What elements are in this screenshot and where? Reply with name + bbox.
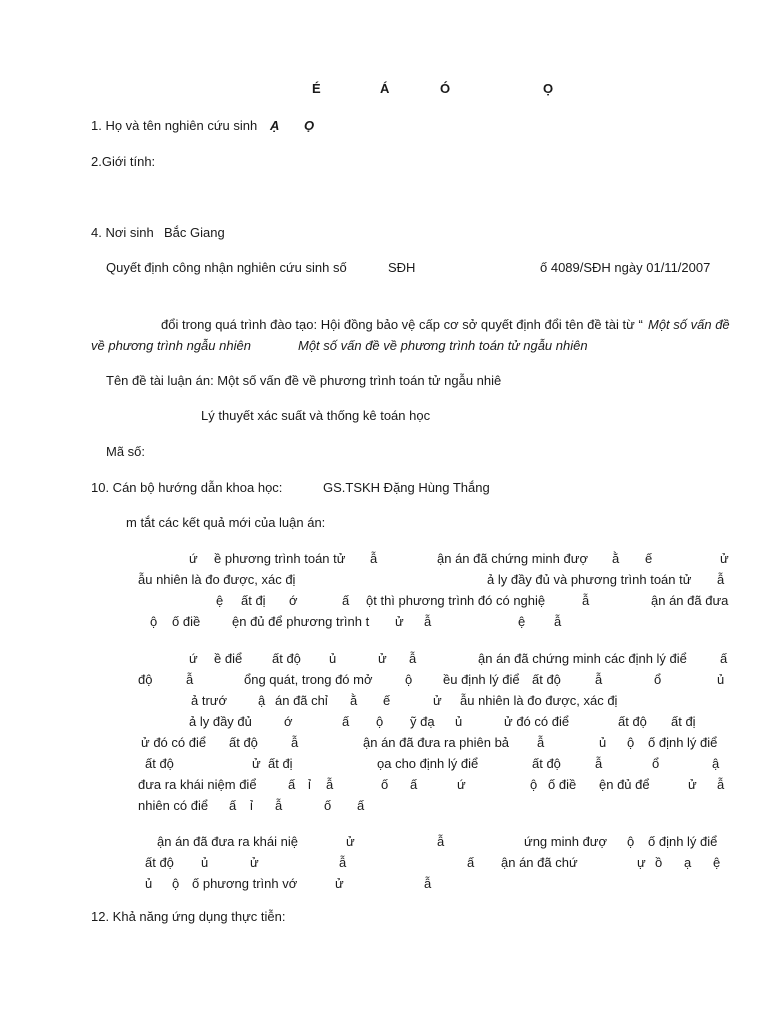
thesis-title: Tên đề tài luận án: Một số vấn đề về phương trình toán tử ngẫu nhiê: [106, 373, 502, 388]
item11-label: m tắt các kết quả mới của luận án:: [126, 515, 326, 530]
text-fragment: ử đó có điể: [141, 735, 207, 750]
text-fragment: ổ: [652, 756, 660, 771]
text-fragment: độ: [138, 672, 153, 687]
text-fragment: ố điề: [548, 777, 577, 792]
text-fragment: ẫ: [537, 735, 545, 750]
text-fragment: ận án đã chứng minh đượ: [437, 551, 588, 566]
text-fragment: ự: [637, 855, 646, 870]
text-fragment: ất độ: [229, 735, 258, 750]
text-fragment: ộ: [172, 876, 180, 891]
text-fragment: ố phương trình vớ: [192, 876, 298, 891]
text-fragment: ộ: [627, 735, 635, 750]
text-fragment: ử: [433, 693, 442, 708]
text-fragment: ấ: [342, 714, 350, 729]
text-fragment: ận án đã chứ: [501, 855, 578, 870]
text-fragment: ện đủ để: [599, 777, 650, 792]
text-fragment: ủ: [201, 855, 209, 870]
text-fragment: nhiên có điể: [138, 798, 209, 813]
text-fragment: ố: [381, 777, 389, 792]
text-fragment: ẫ: [582, 593, 590, 608]
text-fragment: ử: [250, 855, 259, 870]
text-fragment: ẫ: [437, 834, 445, 849]
text-fragment: ỹ đạ: [410, 714, 435, 729]
title-fragment: Ó: [440, 81, 451, 96]
text-fragment: ẫu nhiên là đo được, xác đị: [138, 572, 296, 587]
text-fragment: ồ: [655, 855, 663, 870]
text-fragment: ẫ: [717, 572, 725, 587]
title-change-new-title: Một số vấn đề về phương trình toán tử ngẫu nhiên: [298, 338, 588, 353]
text-fragment: ủ: [145, 876, 153, 891]
text-fragment: ủ: [599, 735, 607, 750]
text-fragment: ổng quát, trong đó mở: [244, 672, 373, 687]
text-fragment: ớ: [284, 714, 293, 729]
text-fragment: ất đị: [671, 714, 696, 729]
text-fragment: ổ: [654, 672, 662, 687]
text-fragment: ủ: [455, 714, 463, 729]
text-fragment: ẫ: [326, 777, 334, 792]
decision-text: Quyết định công nhận nghiên cứu sinh số: [106, 260, 347, 275]
text-fragment: ấ: [288, 777, 296, 792]
item1-label: 1. Họ và tên nghiên cứu sinh: [91, 118, 258, 133]
text-fragment: ệ: [216, 593, 224, 608]
text-fragment: ử: [688, 777, 697, 792]
text-fragment: ất độ: [145, 756, 174, 771]
text-fragment: ố: [324, 798, 332, 813]
text-fragment: ất độ: [532, 756, 561, 771]
text-fragment: ẫ: [717, 777, 725, 792]
text-fragment: đưa ra khái niệm điể: [138, 777, 257, 792]
text-fragment: ẫu nhiên là đo được, xác đị: [460, 693, 618, 708]
text-fragment: ều định lý điể: [443, 672, 520, 687]
text-fragment: ất độ: [145, 855, 174, 870]
text-fragment: ẫ: [370, 551, 378, 566]
title-change-old-title: Một số vấn đề: [648, 317, 730, 332]
text-fragment: ộ: [405, 672, 413, 687]
text-fragment: ố điề: [172, 614, 201, 629]
text-fragment: ậ: [258, 693, 266, 708]
text-fragment: ẫ: [409, 651, 417, 666]
text-fragment: ử: [395, 614, 404, 629]
decision-org: SĐH: [388, 260, 416, 275]
text-fragment: ẫ: [339, 855, 347, 870]
text-fragment: ệ: [713, 855, 721, 870]
text-fragment: ấ: [720, 651, 728, 666]
text-fragment: ẫ: [291, 735, 299, 750]
text-fragment: ế: [645, 551, 653, 566]
title-change-line1: đổi trong quá trình đào tạo: Hội đồng bảo vệ cấp cơ sở quyết định đổi tên đề tài từ “: [161, 317, 643, 332]
text-fragment: ận án đã đưa ra phiên bả: [363, 735, 510, 750]
title-fragment: É: [312, 81, 321, 96]
text-fragment: ứng minh đượ: [524, 834, 608, 849]
text-fragment: ả ly đầy đủ: [189, 714, 252, 729]
text-fragment: ứ: [189, 551, 198, 566]
item10-label: 10. Cán bộ hướng dẫn khoa học:: [91, 480, 283, 495]
text-fragment: án đã chỉ: [275, 693, 328, 708]
text-fragment: ẫ: [595, 672, 603, 687]
title-change-old-title-cont: về phương trình ngẫu nhiên: [91, 338, 251, 353]
text-fragment: ỉ: [308, 777, 311, 792]
code-label: Mã số:: [106, 444, 146, 459]
text-fragment: ấ: [467, 855, 475, 870]
text-fragment: ộ: [530, 777, 538, 792]
text-fragment: ận án đã chứng minh các định lý điể: [478, 651, 687, 666]
text-fragment: ề phương trình toán tử: [214, 551, 346, 566]
text-fragment: ằ: [612, 551, 620, 566]
item4-label: 4. Nơi sinh: [91, 225, 154, 240]
text-fragment: ện đủ để phương trình t: [232, 614, 370, 629]
text-fragment: ớ: [289, 593, 298, 608]
text-fragment: ử đó có điể: [504, 714, 570, 729]
supervisor-value: GS.TSKH Đặng Hùng Thắng: [323, 480, 490, 495]
text-fragment: ệ: [518, 614, 526, 629]
text-fragment: ạ: [684, 855, 692, 870]
text-fragment: ả ly đầy đủ và phương trình toán tử: [487, 572, 692, 587]
text-fragment: ấ: [410, 777, 418, 792]
text-fragment: ộ: [627, 834, 635, 849]
text-fragment: ủ: [329, 651, 337, 666]
text-fragment: ất độ: [532, 672, 561, 687]
text-fragment: ất đị: [268, 756, 293, 771]
birthplace-value: Bắc Giang: [164, 225, 225, 240]
item1-name-fragment: Ọ: [304, 118, 315, 133]
text-fragment: ử: [252, 756, 261, 771]
text-fragment: ất độ: [618, 714, 647, 729]
text-fragment: ử: [720, 551, 729, 566]
text-fragment: ột thì phương trình đó có nghiệ: [366, 593, 546, 608]
text-fragment: ậ: [712, 756, 720, 771]
text-fragment: ấ: [342, 593, 350, 608]
text-fragment: ề điể: [214, 651, 243, 666]
text-fragment: ố định lý điể: [648, 735, 718, 750]
title-fragment: Ọ: [543, 81, 554, 96]
text-fragment: ẫ: [554, 614, 562, 629]
text-fragment: ứ: [457, 777, 466, 792]
text-fragment: ử: [346, 834, 355, 849]
text-fragment: ố định lý điể: [648, 834, 718, 849]
text-fragment: ủ: [717, 672, 725, 687]
text-fragment: ẫ: [424, 876, 432, 891]
text-fragment: ọa cho định lý điể: [377, 756, 479, 771]
decision-number: ố 4089/SĐH ngày 01/11/2007: [540, 260, 711, 275]
text-fragment: ứ: [189, 651, 198, 666]
text-fragment: ấ: [229, 798, 237, 813]
text-fragment: ử: [378, 651, 387, 666]
text-fragment: ằ: [350, 693, 358, 708]
text-fragment: ẫ: [424, 614, 432, 629]
text-fragment: ấ: [357, 798, 365, 813]
text-fragment: ận án đã đưa ra khái niệ: [157, 834, 298, 849]
text-fragment: ất độ: [272, 651, 301, 666]
text-fragment: ỉ: [250, 798, 253, 813]
text-fragment: ẫ: [595, 756, 603, 771]
text-fragment: ất đị: [241, 593, 266, 608]
text-fragment: ả trướ: [191, 693, 228, 708]
text-fragment: ộ: [376, 714, 384, 729]
text-fragment: ộ: [150, 614, 158, 629]
item1-name-fragment: Ạ: [270, 118, 280, 133]
item12-label: 12. Khả năng ứng dụng thực tiễn:: [91, 909, 286, 924]
text-fragment: ử: [335, 876, 344, 891]
specialty: Lý thuyết xác suất và thống kê toán học: [201, 408, 431, 423]
item2-label: 2.Giới tính:: [91, 154, 156, 169]
text-fragment: ẫ: [186, 672, 194, 687]
text-fragment: ận án đã đưa: [651, 593, 729, 608]
text-fragment: ẫ: [275, 798, 283, 813]
title-fragment: Á: [380, 81, 390, 96]
text-fragment: ế: [383, 693, 391, 708]
